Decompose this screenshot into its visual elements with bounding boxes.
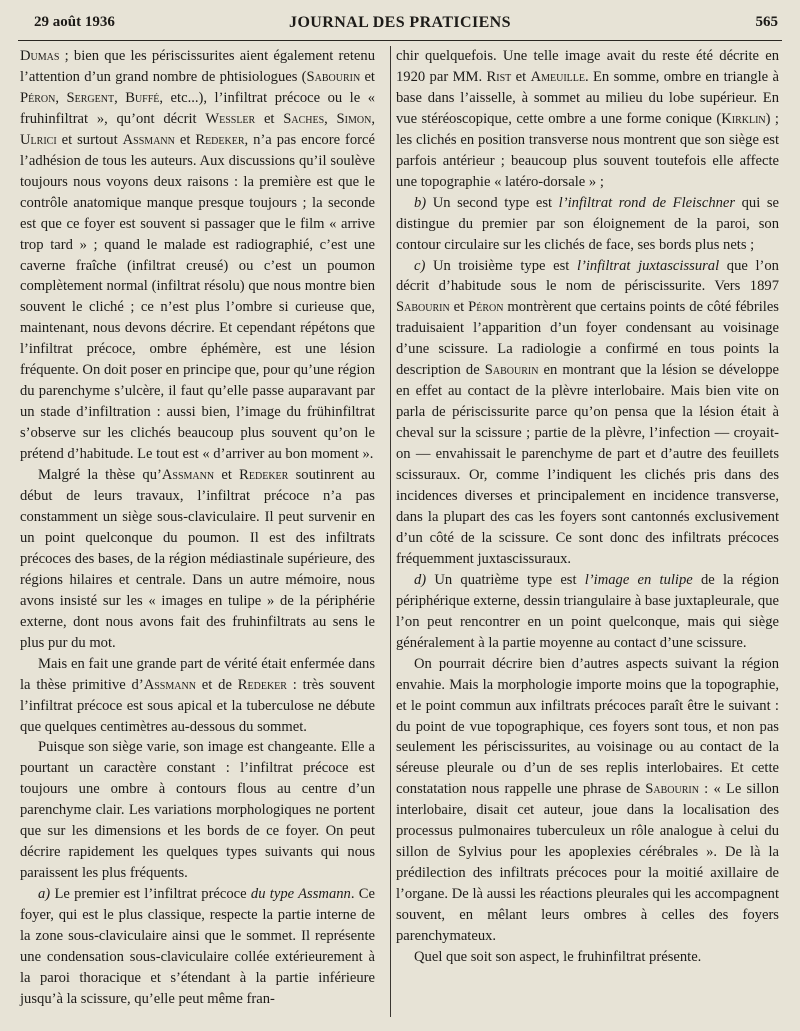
author-name: Wessler	[205, 110, 256, 127]
text-run: . Ce foyer, qui est le plus classique, respecte la partie interne de la zone sous-claviculaire ainsi que le sommet. Il représente une condensation sous-claviculaire collée extérieurement à la paroi thoracique et s’étendant à la partie inférieure jusqu’à la scissure, qu’elle peut même fran-	[20, 886, 375, 1007]
text-run: chir quelquefois. Une telle image avait du reste été décrite en 1920 par MM.	[396, 48, 779, 85]
text-run: et	[174, 131, 196, 148]
author-name: Sergent	[66, 89, 115, 106]
text-run: , etc...), l’infiltrat précoce ou le « fruhinfiltrat », qu’ont décrit	[20, 89, 375, 127]
italic-term: l’image en tulipe	[584, 571, 693, 588]
text-run: et	[214, 467, 240, 484]
text-run: Un second type est	[426, 194, 559, 211]
text-run: . En somme, ombre en triangle à base dans l’aisselle, à sommet au milieu du lobe supérieur. En vue stéréoscopique, cette ombre a une forme conique (	[396, 68, 779, 127]
text-run: en montrant que la lésion se développe en effet au contact de la plèvre interlobaire. Mais bien vite on parla de périscissurite parce qu’on pensa que la lésion était à cheval sur la scissure ; partie de la plèvre, l’infection — croyait-on — envahissait le parenchyme de part et d’autre des feuillets scissuraux. Or, comme l’indiquent les clichés pris dans des incidences diverses et principalement en incidence transverse, dans la plupart des cas les foyers sont cantonnés exclusivement d’un côté de la scissure. Ce sont donc des infiltrats précoces fréquemment juxtascissuraux.	[396, 362, 779, 567]
author-name: Péron	[20, 89, 56, 106]
text-run: ,	[114, 89, 126, 106]
author-name: Redeker	[237, 676, 287, 693]
author-name: Kirklin	[721, 110, 766, 127]
author-name: Ulrici	[20, 131, 57, 148]
text-run: Mais en fait une grande part de vérité était enfermée dans la thèse primitive d’	[20, 655, 375, 693]
right-paragraph-2	[396, 193, 779, 256]
page-number: 565	[755, 14, 778, 30]
text-run: et surtout	[56, 131, 123, 148]
left-paragraph-2	[20, 465, 375, 654]
text-run: et	[255, 110, 284, 127]
text-run: ; bien que les périscissurites aient également retenu l’attention d’un grand nombre de phtisiologues (	[20, 48, 375, 85]
text-run: et	[449, 299, 469, 316]
text-run: : très souvent l’infiltrat précoce est sous apical et la tuberculose ne débute que quelques centimètres au-dessous du sommet.	[20, 676, 375, 735]
list-marker: c)	[414, 257, 426, 274]
left-paragraph-1	[20, 46, 375, 465]
text-run: qui se distingue du premier par son éloignement de la paroi, son contour circulaire sur les clichés de face, ses bords plus nets ;	[396, 194, 779, 253]
text-run: Le premier est l’infiltrat précoce	[50, 886, 251, 903]
left-paragraph-4: Puisque son siège varie, son image est changeante. Elle a pourtant un caractère constant : l’infiltrat précoce est toujours une ombre à contours flous au centre d’un parenchyme clair. Les variations morphologiques ne portent que sur les dimensions et les bords de ce foyer. On peut décrire rapidement les quelques types suivants qui nous paraissent les plus fréquents.	[20, 739, 375, 882]
left-column	[20, 46, 375, 1010]
right-paragraph-4	[396, 570, 779, 654]
author-name: Dumas	[20, 48, 60, 64]
author-name: Assmann	[143, 676, 196, 693]
page-header	[22, 14, 778, 36]
right-paragraph-5	[396, 654, 779, 947]
text-run: ,	[324, 110, 337, 127]
author-name: Assmann	[122, 131, 175, 148]
author-name: Assmann	[161, 467, 215, 484]
text-run: ,	[55, 89, 67, 106]
right-paragraph-1	[396, 46, 779, 193]
column-divider	[390, 46, 391, 1017]
issue-date: 29 août 1936	[34, 14, 115, 30]
text-run: et de	[195, 676, 238, 693]
author-name: Péron	[468, 299, 504, 316]
author-name: Sabourin	[484, 362, 539, 379]
text-run: que l’on décrit d’habitude sous le nom de périscissurite. Vers 1897	[396, 257, 779, 295]
author-name: Sabourin	[645, 781, 699, 798]
italic-term: du type Assmann	[250, 886, 351, 903]
left-paragraph-3	[20, 654, 375, 738]
journal-title: JOURNAL DES PRATICIENS	[289, 14, 511, 31]
list-marker: d)	[414, 571, 427, 588]
author-name: Rist	[486, 68, 512, 85]
right-column	[396, 46, 779, 968]
text-run: Un quatrième type est	[426, 571, 585, 588]
text-run: et	[511, 68, 531, 85]
right-paragraph-3	[396, 256, 779, 570]
italic-term: l’infiltrat rond de Fleischner	[558, 194, 736, 211]
author-name: Saches	[283, 110, 325, 127]
author-name: Simon	[336, 110, 372, 127]
text-run: et	[360, 68, 375, 85]
text-run: ) ; les clichés en position transverse nous montrent que son siège est parfois antérieur ; beaucoup plus souvent toutefois elle affecte une topographie « latéro-dorsale » ;	[396, 110, 779, 190]
author-name: Ameuille	[530, 68, 585, 85]
author-name: Redeker	[195, 131, 245, 148]
text-run: soutinrent au début de leurs travaux, l’infiltrat précoce n’a pas constamment un siège sous-claviculaire. Il peut survenir en un point quelconque du poumon. Il est des infiltrats précoces des bases, de la région médiastinale supérieure, des régions hilaires et centrale. Dans un autre mémoire, nous avons insisté sur les « images en tulipe » de la périphérie externe, dont nous avons fait des fruhinfiltrats au sens le plus pur du mot.	[20, 467, 375, 651]
left-paragraph-5	[20, 884, 375, 1010]
author-name: Buffé	[125, 89, 160, 106]
header-rule	[18, 40, 782, 41]
text-run: : « Le sillon interlobaire, disait cet auteur, joue dans la localisation des processus pulmonaires tuberculeux un rôle analogue à celui du sillon de Sylvius pour les apoplexies cérébrales ». De là la prédilection des infiltrats précoces pour la moitié axillaire de l’organe. De là aussi les réactions pleurales qui les accompagnent souvent, en mêlant leurs ombres à celles des foyers parenchymateux.	[396, 781, 779, 945]
text-run: Un troisième type est	[425, 257, 577, 274]
author-name: Sabourin	[396, 299, 450, 316]
text-run: montrèrent que certains points de côté fébriles traduisaient l’apparition d’un foyer condensant au voisinage d’une scissure. La radiologie a confirmé en tous points la description de	[396, 299, 779, 379]
author-name: Sabourin	[306, 68, 361, 85]
right-paragraph-6: Quel que soit son aspect, le fruhinfiltrat présente.	[414, 948, 702, 965]
text-run: de la région périphérique externe, dessin triangulaire à base juxtapleurale, que l’on peut rencontrer en un point quelconque, mais qui siège généralement à la partie moyenne au contact d’une scissure.	[396, 571, 779, 651]
list-marker: a)	[38, 886, 51, 903]
text-run: On pourrait décrire bien d’autres aspects suivant la région envahie. Mais la morphologie importe moins que la topographie, et le point commun aux infiltrats précoces paraît être le suivant : du point de vue topographique, ces foyers sont tous, et non pas seulement les périscissurites, au voisinage ou au contact de la séreuse pleurale ou d’un de ses replis interlobaires. Et cette constatation nous rappelle une phrase de	[396, 655, 779, 798]
text-run: Malgré la thèse qu’	[38, 467, 162, 484]
italic-term: l’infiltrat juxtascissural	[576, 257, 720, 274]
author-name: Redeker	[239, 467, 289, 484]
text-run: , n’a pas encore forcé l’adhésion de tous les auteurs. Aux discussions qu’il soulève toujours nous voyons deux raisons : la première est que le contrôle anatomique manque presque toujours ; la seconde est que ce foyer est souvent si passager que le film « arrive trop tard » ; quand le malade est radiographié, c’est une caverne fraîche (infiltrat creusé) ou c’est un poumon complètement normal (infiltrat résolu) que nous montre bien souvent le cliché ; ce n’est plus l’ombre si curieuse que, maintenant, nous devons décrire. Et cependant répétons que l’infiltrat précoce, ombre éphémère, est une lésion fréquente. On doit poser en principe que, pour qu’une région du parenchyme s’ulcère, il faut qu’elle passe auparavant par un stade d’infiltration : aussi bien, l’image du frühinfiltrat s’observe sur les clichés beaucoup plus souvent qu’on le prétend d’habitude. Le tout est « d’arriver au bon moment ».	[20, 131, 375, 463]
text-run: ,	[371, 110, 375, 127]
list-marker: b)	[414, 194, 427, 211]
